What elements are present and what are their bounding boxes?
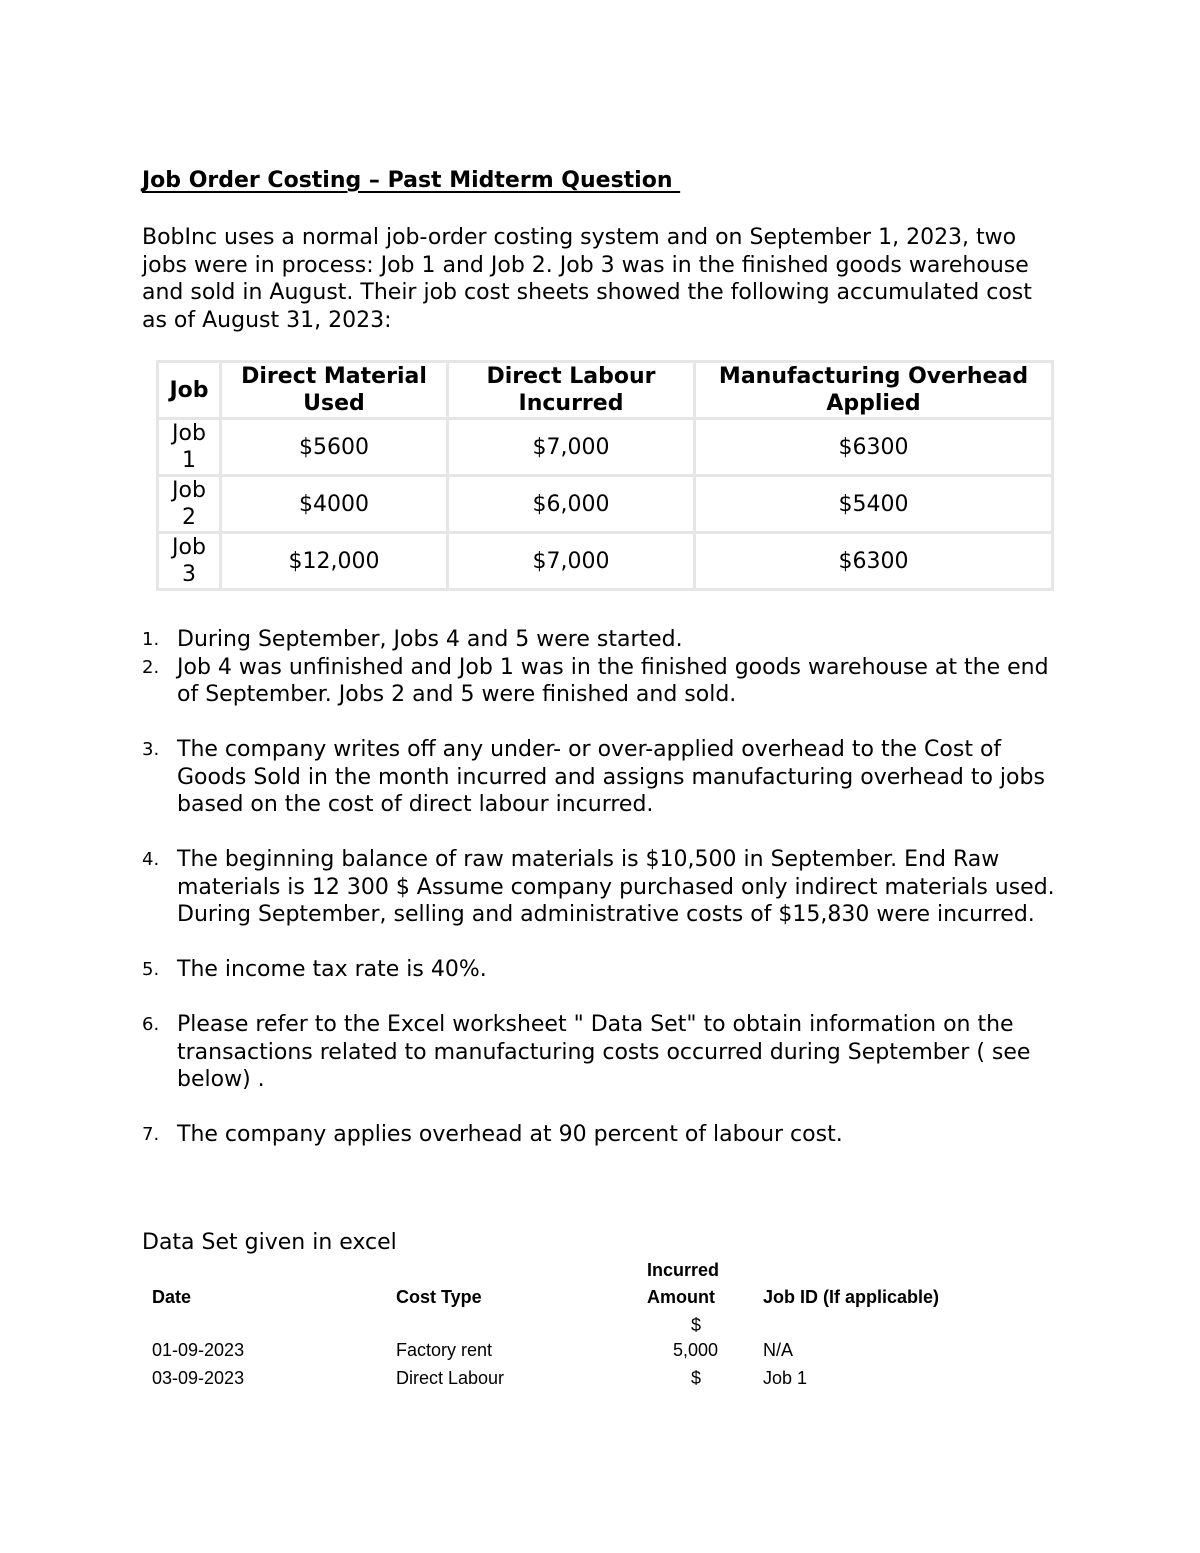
cell-direct-labour: $7,000 — [448, 533, 695, 590]
table-row — [158, 419, 1053, 476]
cell-direct-material: $4000 — [221, 476, 448, 533]
row-amount: $ — [691, 1368, 702, 1388]
header-direct-material: Direct Material Used — [221, 362, 448, 419]
list-number: 2. — [142, 656, 160, 678]
list-number: 5. — [142, 959, 160, 980]
header-amount-line1: Incurred — [647, 1260, 720, 1280]
list-item — [142, 654, 1072, 709]
table-header-row — [158, 362, 1053, 419]
row-date: 03-09-2023 — [152, 1368, 245, 1388]
list-text: Please refer to the Excel worksheet " Data Set" to obtain information on the transactions related to manufacturing costs occurred during September ( see below) . — [177, 1012, 1031, 1092]
list-number: 3. — [142, 739, 160, 760]
row-job-id: Job 1 — [763, 1368, 808, 1388]
list-number: 7. — [142, 1124, 160, 1145]
row-cost-type: Direct Labour — [396, 1368, 505, 1388]
list-item — [142, 736, 1072, 819]
cell-job: Job 1 — [158, 419, 221, 476]
row-cost-type: Factory rent — [396, 1340, 493, 1360]
list-text: The company applies overhead at 90 percent of labour cost. — [177, 1122, 843, 1147]
list-number: 6. — [142, 1014, 160, 1035]
job-cost-table — [156, 360, 1054, 591]
cell-overhead: $5400 — [695, 476, 1053, 533]
list-text: During September, Jobs 4 and 5 were started. — [177, 627, 683, 652]
list-item — [142, 1011, 1072, 1094]
row-amount: 5,000 — [672, 1340, 718, 1360]
currency-symbol: $ — [691, 1315, 702, 1335]
header-job: Job — [158, 362, 221, 419]
cell-direct-labour: $7,000 — [448, 419, 695, 476]
list-text: The income tax rate is 40%. — [177, 957, 487, 982]
intro-paragraph: BobInc uses a normal job-order costing system and on September 1, 2023, two jobs were in process: Job 1 and Job 2. Job 3 was in the finished goods warehouse and sold in August. Their job cost sheets showed the following accumulated cost as of August 31, 2023: — [142, 225, 1032, 333]
list-item — [142, 1121, 1072, 1149]
list-item — [142, 956, 1072, 984]
header-date: Date — [152, 1287, 192, 1307]
list-text: The beginning balance of raw materials is $10,500 in September. End Raw materials is 12 300 $ Assume company purchased only indirect materials used. During September, selling and administrative costs of $15,830 were incurred. — [177, 847, 1055, 927]
list-item — [142, 846, 1072, 929]
table-row — [158, 533, 1053, 590]
header-manufacturing-overhead: Manufacturing Overhead Applied — [695, 362, 1053, 419]
list-text: The company writes off any under- or over-applied overhead to the Cost of Goods Sold in the month incurred and assigns manufacturing overhead to jobs based on the cost of direct labour incurred. — [177, 737, 1045, 817]
cell-direct-material: $5600 — [221, 419, 448, 476]
row-job-id: N/A — [763, 1340, 794, 1360]
cell-job: Job 3 — [158, 533, 221, 590]
page-title: Job Order Costing – Past Midterm Question — [142, 168, 681, 193]
cell-direct-labour: $6,000 — [448, 476, 695, 533]
cell-overhead: $6300 — [695, 533, 1053, 590]
dataset-heading: Data Set given in excel — [142, 1230, 397, 1255]
list-number: 4. — [142, 849, 160, 870]
cell-direct-material: $12,000 — [221, 533, 448, 590]
header-cost-type: Cost Type — [396, 1287, 482, 1307]
header-job-id: Job ID (If applicable) — [763, 1287, 940, 1307]
table-row — [158, 476, 1053, 533]
list-number: 1. — [142, 629, 160, 650]
list-item — [142, 626, 1072, 654]
row-date: 01-09-2023 — [152, 1340, 245, 1360]
numbered-list — [142, 626, 1072, 1149]
list-text: Job 4 was unfinished and Job 1 was in the finished goods warehouse at the end of September. Jobs 2 and 5 were finished and sold. — [177, 654, 1049, 707]
cell-overhead: $6300 — [695, 419, 1053, 476]
cell-job: Job 2 — [158, 476, 221, 533]
header-amount-line2: Amount — [647, 1287, 715, 1307]
header-direct-labour: Direct Labour Incurred — [448, 362, 695, 419]
